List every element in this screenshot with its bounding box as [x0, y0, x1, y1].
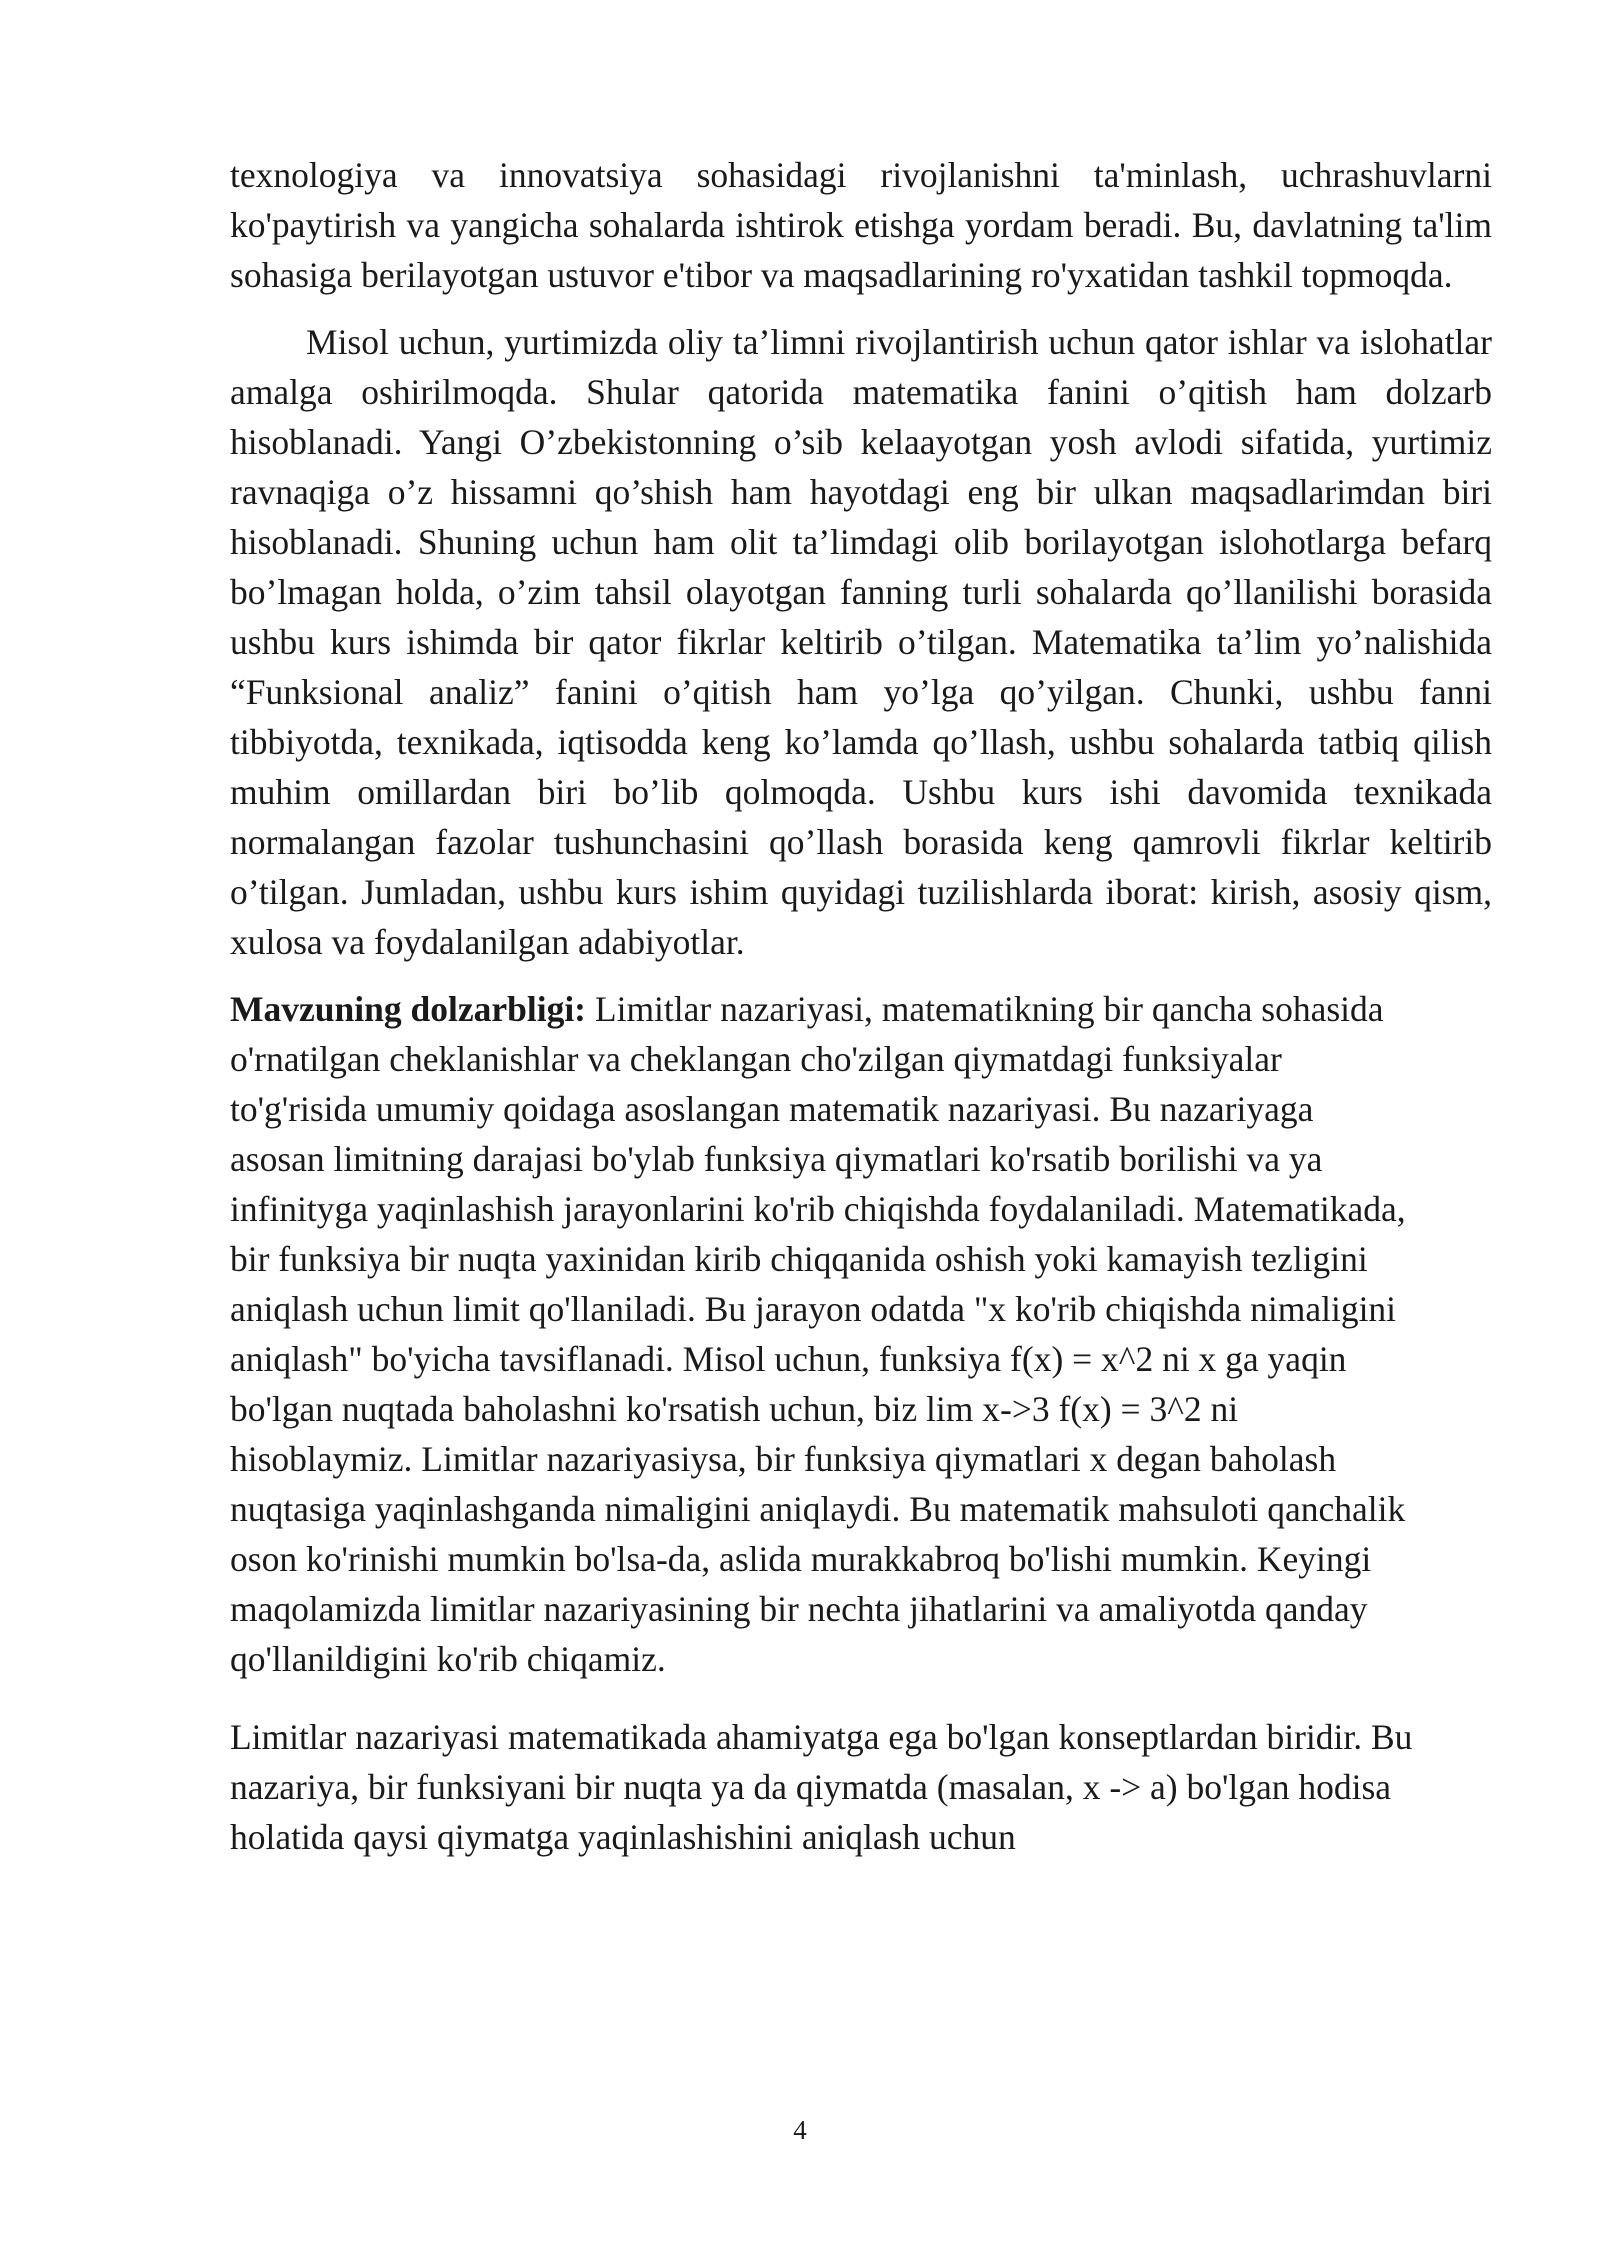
text-line: nazariya, bir funksiyani bir nuqta ya da qiymatda (masalan, x -> a) bo'lgan hodisa — [230, 1767, 1392, 1807]
text-line: to'g'risida umumiy qoidaga asoslangan matematik nazariyasi. Bu nazariyaga — [230, 1089, 1314, 1129]
paragraph-intro: texnologiya va innovatsiya sohasidagi rivojlanishni ta'minlash, uchrashuvlarni ko'paytirish va yangicha sohalarda ishtirok etishga yordam beradi. Bu, davlatning ta'lim sohasiga berilayotgan ustuvor e'tibor va maqsadlarining ro'yxatidan tashkil topmoqda. — [230, 155, 1492, 295]
paragraph-misol: Misol uchun, yurtimizda oliy ta’limni rivojlantirish uchun qator ishlar va islohatlar amalga oshirilmoqda. Shular qatorida matematika fanini o’qitish ham dolzarb hisoblanadi. Yangi O’zbekistonning o’sib kelaayotgan yosh avlodi sifatida, yurtimiz ravnaqiga o’z hissamni qo’shish ham hayotdagi eng bir ulkan maqsadlarimdan biri hisoblanadi. Shuning uchun ham olit ta’limdagi olib borilayotgan islohotlarga befarq bo’lmagan holda, o’zim tahsil olayotgan fanning turli sohalarda qo’llanilishi borasida ushbu kurs ishimda bir qator fikrlar keltirib o’tilgan. Matematika ta’lim yo’nalishida “Funksional analiz” fanini o’qitish ham yo’lga qo’yilgan. Chunki, ushbu fanni tibbiyotda, texnikada, iqtisodda keng ko’lamda qo’llash, ushbu sohalarda tatbiq qilish muhim omillardan biri bo’lib qolmoqda. Ushbu kurs ishi davomida texnikada normalangan fazolar tushunchasini qo’llash borasida keng qamrovli fikrlar keltirib o’tilgan. Jumladan, ushbu kurs ishim quyidagi tuzilishlarda iborat: kirish, asosiy qism, xulosa va foydalanilgan adabiyotlar. — [230, 322, 1492, 962]
text-line: o'rnatilgan cheklanishlar va cheklangan cho'zilgan qiymatdagi funksiyalar — [230, 1039, 1282, 1079]
text-line: bo'lgan nuqtada baholashni ko'rsatish uchun, biz lim x->3 f(x) = 3^2 ni — [230, 1389, 1239, 1429]
text-line: Limitlar nazariyasi matematikada ahamiyatga ega bo'lgan konseptlardan biridir. Bu — [230, 1717, 1413, 1757]
text-line: infinityga yaqinlashish jarayonlarini ko'rib chiqishda foydalaniladi. Matematikada, — [230, 1189, 1406, 1229]
text-line: qo'llanildigini ko'rib chiqamiz. — [230, 1639, 666, 1679]
text-line: aniqlash" bo'yicha tavsiflanadi. Misol uchun, funksiya f(x) = x^2 ni x ga yaqin — [230, 1339, 1347, 1379]
text-line: hisoblaymiz. Limitlar nazariyasiysa, bir funksiya qiymatlari x degan baholash — [230, 1439, 1337, 1479]
text-line: bir funksiya bir nuqta yaxinidan kirib chiqqanida oshish yoki kamayish tezligini — [230, 1239, 1368, 1279]
text-line: maqolamizda limitlar nazariyasining bir nechta jihatlarini va amaliyotda qanday — [230, 1589, 1368, 1629]
text-line: nuqtasiga yaqinlashganda nimaligini aniqlaydi. Bu matematik mahsuloti qanchalik — [230, 1489, 1406, 1529]
text-line: asosan limitning darajasi bo'ylab funksiya qiymatlari ko'rsatib borilishi va ya — [230, 1139, 1323, 1179]
paragraph-dolzarblik — [230, 984, 1492, 1684]
document-page — [230, 150, 1492, 1862]
text-line: Limitlar nazariyasi, matematikning bir qancha sohasida — [594, 989, 1384, 1029]
section-heading: Mavzuning dolzarbligi: — [230, 989, 587, 1029]
text-line: aniqlash uchun limit qo'llaniladi. Bu jarayon odatda "x ko'rib chiqishda nimaligini — [230, 1289, 1397, 1329]
text-line: holatida qaysi qiymatga yaqinlashishini aniqlash uchun — [230, 1817, 1016, 1857]
text-line: oson ko'rinishi mumkin bo'lsa-da, aslida murakkabroq bo'lishi mumkin. Keyingi — [230, 1539, 1372, 1579]
paragraph-limitlar — [230, 1712, 1492, 1862]
page-number: 4 — [793, 2115, 807, 2145]
